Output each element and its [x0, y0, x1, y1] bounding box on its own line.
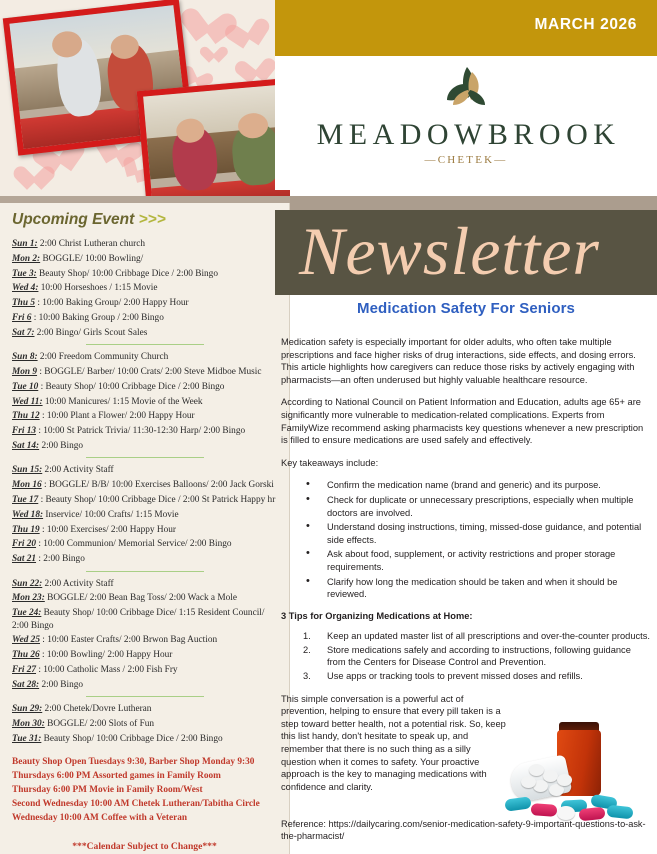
article-paragraph: Medication safety is especially important for older adults, who often take multiple prescriptions and face higher risks of drug interactions, side effects, and dosing errors. This article highlights how caregivers can reduce those risks by actively engaging with pharmacists—an often underused but highly valuable healthcare resource. [281, 337, 636, 385]
calendar-event-text: Beauty Shop/ 10:00 Cribbage Dice / 2:00 Bingo [36, 268, 218, 279]
calendar-event-text: 2:00 Chetek/Dovre Lutheran [42, 704, 152, 715]
calendar-event-day: Thu 26 [12, 650, 40, 661]
calendar-event-text: 2:00 Activity Staff [42, 465, 114, 476]
calendar-event [12, 703, 279, 715]
calendar-note: Thursday 6:00 PM Movie in Family Room/West [12, 785, 203, 796]
calendar-event-day: Sun 1: [12, 239, 38, 249]
calendar-event-day: Mon 9 [12, 366, 38, 377]
calendar-event-text: 2:00 Freedom Community Church [37, 352, 169, 363]
calendar-event [12, 268, 279, 280]
calendar-event-day: Fri 20 [12, 539, 37, 550]
calendar-event-day: Sun 8: [12, 352, 38, 363]
calendar-event-day: Sat 21 [12, 554, 37, 565]
calendar-event [12, 509, 279, 521]
heart-decoration [13, 167, 42, 193]
calendar-event-day: Mon 23: [12, 593, 45, 604]
photo-collage [0, 0, 290, 196]
calendar-week-divider [86, 571, 204, 572]
calendar-event [12, 282, 279, 294]
calendar-event [12, 578, 279, 590]
calendar-event [12, 679, 279, 691]
logo-zone [275, 56, 657, 190]
calendar-event-day: Mon 30: [12, 718, 45, 729]
calendar-event-text: : 10:00 Bowling/ 2:00 Happy Hour [39, 650, 173, 661]
calendar-event-text: : 10:00 Easter Crafts/ 2:00 Brwon Bag Auction [39, 635, 218, 646]
takeaway-item: • Check for duplicate or unnecessary prescriptions, especially when multiple doctors are involved. [327, 494, 652, 519]
calendar-subject-to-change: ***Calendar Subject to Change*** [72, 841, 217, 853]
tip-item: Store medications safely and according to instructions, following guidance from the Centers for Disease Control and Prevention. [327, 644, 631, 668]
brand-sublocation: —CHETEK— [424, 154, 508, 166]
calendar-event-day: Thu 12 [12, 411, 40, 422]
heart-decoration [199, 47, 219, 65]
calendar-event-text: BOGGLE/ 10:00 Bowling/ [40, 253, 144, 264]
calendar-event-day: Sat 7: [12, 327, 35, 338]
calendar-week-divider [86, 696, 204, 697]
calendar-event-day: Mon 2: [12, 253, 41, 264]
brand-name: MEADOWBROOK [316, 118, 621, 151]
calendar-event-day: Wed 25 [12, 635, 40, 646]
calendar-event [12, 634, 279, 646]
calendar-event-text: : Beauty Shop/ 10:00 Cribbage Dice / 2:00 St Patrick Happy hr [38, 494, 276, 505]
tip-item: Keep an updated master list of all prescriptions and over-the-counter products. [327, 631, 650, 642]
calendar-event-text: BOGGLE/ 2:00 Bean Bag Toss/ 2:00 Wack a Mole [44, 593, 237, 604]
calendar-event-day: Tue 24: [12, 608, 42, 619]
calendar-week-divider [86, 344, 204, 345]
calendar-title-arrows: >>> [138, 211, 166, 228]
calendar-event-text: : Beauty Shop/ 10:00 Cribbage Dice / 2:00 Bingo [38, 381, 225, 392]
calendar-event-day: Sun 22: [12, 578, 43, 589]
tip-item: Use apps or tracking tools to prevent missed doses and refills. [327, 671, 583, 682]
calendar-weeks [10, 238, 279, 745]
calendar-event [12, 649, 279, 661]
calendar-event-day: Sun 15: [12, 465, 43, 476]
calendar-event-day: Wed 4: [12, 283, 39, 294]
calendar-event [12, 410, 279, 422]
calendar-event-text: BOGGLE/ 2:00 Slots of Fun [44, 718, 155, 729]
calendar-note: Beauty Shop Open Tuesdays 9:30, Barber Shop Monday 9:30 [12, 757, 255, 768]
calendar-event [12, 238, 279, 250]
calendar-event-text: : 10:00 St Patrick Trivia/ 11:30-12:30 Harp/ 2:00 Bingo [36, 426, 246, 437]
calendar-event-day: Wed 11: [12, 396, 43, 407]
calendar-week-divider [86, 457, 204, 458]
calendar-event-text: : BOGGLE/ B/B/ 10:00 Exercises Balloons/ 2:00 Jack Gorski [41, 480, 274, 491]
calendar-event-day: Tue 17 [12, 494, 39, 505]
calendar-event-text: 2:00 Bingo/ Girls Scout Sales [34, 327, 148, 338]
calendar-panel [0, 203, 290, 854]
calendar-event [12, 440, 279, 452]
calendar-event [12, 327, 279, 339]
closing-paragraph: This simple conversation is a powerful act of prevention, helping to ensure that every pill taken is a step toward better health, not a potential risk. So, keep this list handy, don't hesitate to speak up, and remember that there is no such thing as a silly question when it comes to safety. Your proactive approach is the key to managing medications with confidence and clarity. [281, 693, 506, 792]
calendar-event-text: : 2:00 Bingo [36, 554, 85, 565]
calendar-event-text: 2:00 Activity Staff [42, 578, 114, 589]
takeaway-item: • Confirm the medication name (brand and generic) and its purpose. [327, 479, 652, 492]
calendar-event [12, 607, 279, 632]
calendar-event-text: 10:00 Horseshoes / 1:15 Movie [38, 283, 158, 294]
calendar-title [12, 211, 279, 229]
calendar-event-day: Thu 19 [12, 524, 40, 535]
resident-photo-2 [137, 77, 290, 196]
calendar-note: Wednesday 10:00 AM Coffee with a Veteran [12, 813, 188, 824]
calendar-event-day: Thu 5 [12, 298, 35, 309]
calendar-event-text: : 10:00 Baking Group / 2:00 Bingo [31, 312, 164, 323]
calendar-event-text: 2:00 Bingo [39, 440, 84, 451]
calendar-event [12, 351, 279, 363]
calendar-event-day: Tue 3: [12, 268, 37, 279]
calendar-event-day: Mon 16 [12, 480, 42, 491]
calendar-event-day: Sun 29: [12, 704, 43, 715]
calendar-event-text: : 10:00 Exercises/ 2:00 Happy Hour [39, 524, 176, 535]
article-title: Medication Safety For Seniors [357, 300, 575, 317]
calendar-event-day: Fri 13 [12, 426, 37, 437]
calendar-event-text: 10:00 Manicures/ 1:15 Movie of the Week [42, 396, 203, 407]
article-reference: Reference: https://dailycaring.com/senior-medication-safety-9-important-questions-to-ask-the-pharmacist/ [281, 819, 646, 842]
calendar-event [12, 253, 279, 265]
calendar-event-text: : 10:00 Communion/ Memorial Service/ 2:00 Bingo [36, 539, 232, 550]
calendar-event-text: Inservice/ 10:00 Crafts/ 1:15 Movie [43, 509, 179, 520]
header-gold-band [275, 0, 657, 56]
issue-date: MARCH 2026 [534, 16, 637, 33]
calendar-event [12, 396, 279, 408]
takeaway-item: • Ask about food, supplement, or activity restrictions and proper storage requirements. [327, 548, 652, 573]
calendar-event [12, 553, 279, 565]
takeaway-item: • Clarify how long the medication should be taken and when it should be reviewed. [327, 576, 652, 601]
calendar-event [12, 718, 279, 730]
calendar-event-text: : 10:00 Plant a Flower/ 2:00 Happy Hour [39, 411, 195, 422]
calendar-event [12, 297, 279, 309]
calendar-event [12, 464, 279, 476]
newsletter-masthead-band [275, 210, 657, 295]
calendar-event [12, 592, 279, 604]
calendar-event-day: Sat 14: [12, 440, 40, 451]
article-paragraph: According to National Council on Patient Information and Education, adults age 65+ are significantly more vulnerable to medication-related complications. Experts from FamilyWize recommend asking pharmacists key questions whenever a new prescription is filled to ensure medications are used safely and effectively. [281, 397, 644, 446]
calendar-event [12, 366, 279, 378]
calendar-event [12, 524, 279, 536]
takeaways-list [281, 479, 652, 600]
calendar-event [12, 733, 279, 745]
calendar-event [12, 538, 279, 550]
calendar-event-text: Beauty Shop/ 10:00 Cribbage Dice / 2:00 Bingo [41, 733, 223, 744]
calendar-standing-notes [10, 756, 279, 825]
calendar-event [12, 425, 279, 437]
calendar-event [12, 479, 279, 491]
calendar-event [12, 494, 279, 506]
tips-heading: 3 Tips for Organizing Medications at Home: [281, 610, 473, 621]
calendar-title-text: Upcoming Event [12, 211, 135, 228]
calendar-event-day: Fri 6 [12, 312, 32, 323]
calendar-note: Second Wednesday 10:00 AM Chetek Lutheran/Tabitha Circle [12, 799, 260, 810]
takeaway-item: • Understand dosing instructions, timing, missed-dose guidance, and potential side effects. [327, 521, 652, 546]
calendar-event-text: : 10:00 Baking Group/ 2:00 Happy Hour [35, 298, 189, 309]
calendar-event-day: Tue 31: [12, 733, 42, 744]
calendar-note: Thursdays 6:00 PM Assorted games in Family Room [12, 771, 221, 782]
calendar-event [12, 381, 279, 393]
calendar-event [12, 312, 279, 324]
calendar-event-day: Tue 10 [12, 381, 39, 392]
calendar-event-text: : BOGGLE/ Barber/ 10:00 Crats/ 2:00 Steve Midboe Music [37, 366, 262, 377]
calendar-event [12, 664, 279, 676]
calendar-event-text: 2:00 Bingo [39, 679, 84, 690]
leaf-butterfly-logo-icon [434, 64, 498, 120]
calendar-event-text: Beauty Shop/ 10:00 Cribbage Dice/ 1:15 Resident Council/ 2:00 Bingo [12, 608, 265, 631]
calendar-event-text: 2:00 Christ Lutheran church [37, 239, 145, 249]
takeaways-lead: Key takeaways include: [281, 457, 379, 468]
calendar-event-day: Sat 28: [12, 679, 40, 690]
calendar-event-day: Wed 18: [12, 509, 44, 520]
newsletter-word: Newsletter [299, 213, 600, 289]
tips-list [281, 630, 652, 682]
calendar-event-day: Fri 27 [12, 664, 37, 675]
medication-bottles-image [495, 730, 655, 822]
calendar-event-text: : 10:00 Catholic Mass / 2:00 Fish Fry [36, 664, 178, 675]
